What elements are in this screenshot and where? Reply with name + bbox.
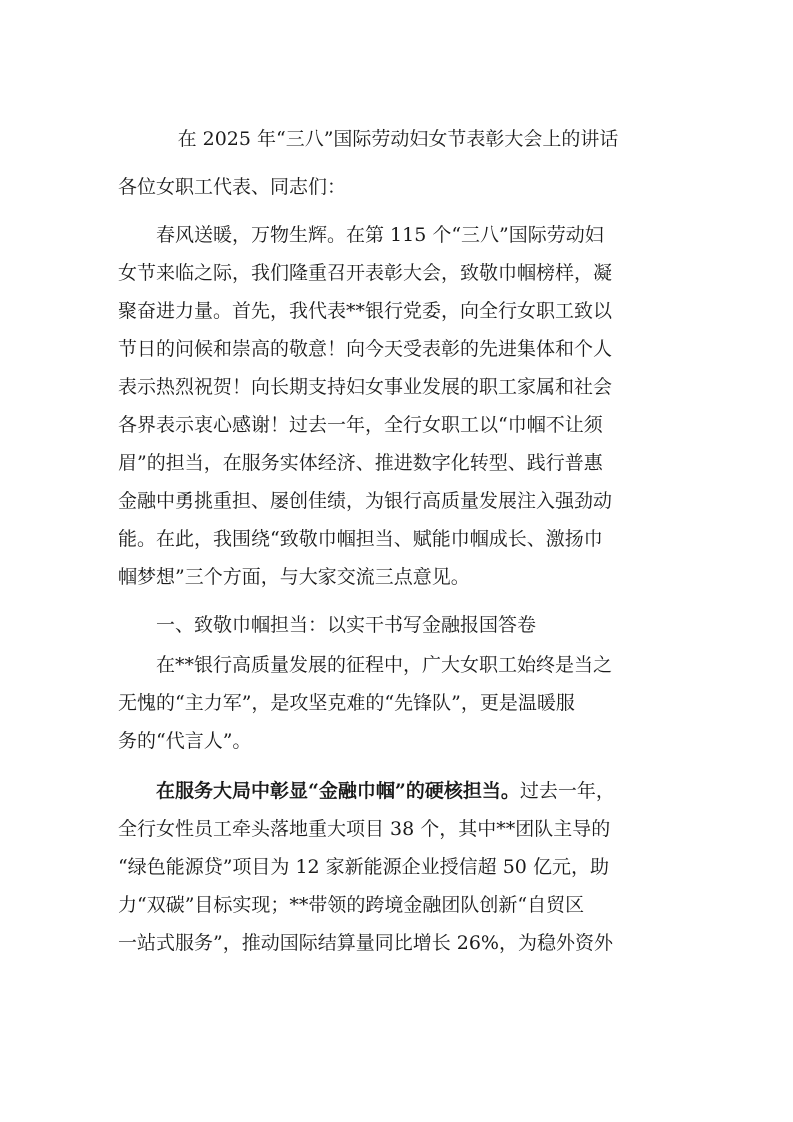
body-line: 力“双碳”目标实现；**带领的跨境金融团队创新“自贸区 <box>118 894 585 916</box>
body-line: 帼梦想”三个方面，与大家交流三点意见。 <box>118 566 470 588</box>
body-line: 全行女性员工牵头落地重大项目 38 个，其中**团队主导的 <box>118 818 611 840</box>
body-line: 无愧的“主力军”，是攻坚克难的“先锋队”，更是温暖服 <box>118 692 575 714</box>
body-line: 务的“代言人”。 <box>118 730 252 752</box>
body-line: 春风送暖，万物生辉。在第 115 个“三八”国际劳动妇 <box>156 224 604 246</box>
body-line: 金融中勇挑重担、屡创佳绩，为银行高质量发展注入强劲动 <box>118 490 613 512</box>
subsection-line <box>156 776 615 806</box>
body-line: 表示热烈祝贺！向长期支持妇女事业发展的职工家属和社会 <box>118 376 613 398</box>
section-heading: 一、致敬巾帼担当：以实干书写金融报国答卷 <box>156 614 537 636</box>
body-line: 在**银行高质量发展的征程中，广大女职工始终是当之 <box>156 654 613 676</box>
body-line: 一站式服务”，推动国际结算量同比增长 26%，为稳外资外 <box>118 932 613 954</box>
body-line: 能。在此，我围绕“致敬巾帼担当、赋能巾帼成长、激扬巾 <box>118 528 603 550</box>
document-title: 在 2025 年“三八”国际劳动妇女节表彰大会上的讲话 <box>177 128 619 150</box>
subsection-heading: 在服务大局中彰显“金融巾帼”的硬核担当。 <box>156 780 520 802</box>
body-line: 聚奋进力量。首先，我代表**银行党委，向全行女职工致以 <box>118 300 613 322</box>
body-line: 女节来临之际，我们隆重召开表彰大会，致敬巾帼榜样，凝 <box>118 262 613 284</box>
body-text: 过去一年， <box>519 780 615 802</box>
salutation: 各位女职工代表、同志们： <box>118 176 347 198</box>
body-line: 节日的问候和崇高的敬意！向今天受表彰的先进集体和个人 <box>118 338 613 360</box>
body-line: 眉”的担当，在服务实体经济、推进数字化转型、践行普惠 <box>118 452 603 474</box>
body-line: 各界表示衷心感谢！过去一年，全行女职工以“巾帼不让须 <box>118 414 603 436</box>
body-line: “绿色能源贷”项目为 12 家新能源企业授信超 50 亿元，助 <box>118 856 609 878</box>
